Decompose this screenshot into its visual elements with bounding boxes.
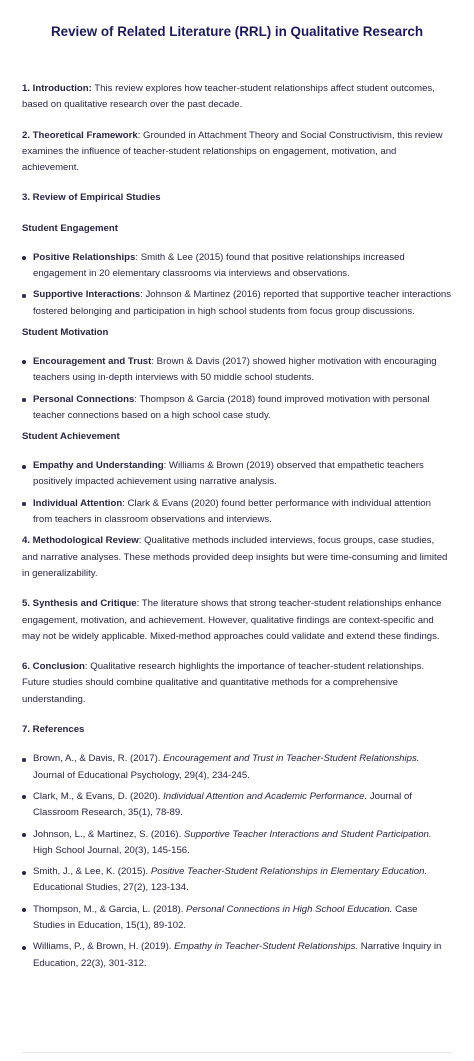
framework-label: 2. Theoretical Framework xyxy=(22,129,138,141)
footer-divider xyxy=(22,1052,452,1053)
introduction-label: 1. Introduction: xyxy=(22,83,92,94)
item-text: : Smith & Lee (2015) found that positive relationships increased engagement in 20 elementary classrooms via interviews and observations. xyxy=(33,251,405,280)
reference-authors: Thompson, M., & Garcia, L. (2018). xyxy=(33,903,187,915)
reference-item xyxy=(22,827,452,860)
reference-source: High School Journal, 20(3), 145-156. xyxy=(33,844,190,856)
conclusion-label: 6. Conclusion xyxy=(22,661,85,673)
references-list xyxy=(22,751,452,972)
engagement-list xyxy=(22,250,452,320)
reference-item xyxy=(22,751,452,784)
introduction-text: This review explores how teacher-student relationships affect student outcomes, based on qualitative research over the past decade. xyxy=(22,83,435,111)
item-text: : Brown & Davis (2017) showed higher motivation with encouraging teachers using in-depth interviews with 50 middle school students. xyxy=(33,355,437,384)
reference-source: Journal of Classroom Research, 35(1), 78-89. xyxy=(33,790,412,819)
list-item xyxy=(22,287,452,320)
motivation-heading: Student Motivation xyxy=(22,326,109,338)
synthesis-paragraph xyxy=(22,596,452,645)
conclusion-text: : Qualitative research highlights the importance of teacher-student relationships. Future studies should combine qualitative and quantitative methods for a comprehensive understanding. xyxy=(22,661,425,705)
methodological-paragraph xyxy=(22,533,452,582)
reference-source: Journal of Educational Psychology, 29(4), 234-245. xyxy=(33,769,250,781)
list-item xyxy=(22,354,452,387)
reference-authors: Johnson, L., & Martinez, S. (2016). xyxy=(33,828,184,840)
achievement-list xyxy=(22,458,452,528)
empirical-heading: 3. Review of Empirical Studies xyxy=(22,192,161,204)
item-label: Individual Attention xyxy=(33,497,123,509)
item-text: : Johnson & Martinez (2016) reported that supportive teacher interactions fostered belonging and participation in high school students from focus group discussions. xyxy=(33,289,452,317)
synthesis-text: : The literature shows that strong teacher-student relationships enhance engagement, motivation, and achievement. However, qualitative findings are context-specific and may not be widely applicable. Mixed-method approaches could validate and extend these findings. xyxy=(22,598,442,642)
reference-item xyxy=(22,939,452,972)
reference-item xyxy=(22,902,452,935)
engagement-heading: Student Engagement xyxy=(22,222,118,234)
reference-item xyxy=(22,789,452,822)
reference-source: Educational Studies, 27(2), 123-134. xyxy=(33,882,189,894)
introduction-paragraph xyxy=(22,81,452,114)
list-item xyxy=(22,392,452,425)
reference-item xyxy=(22,864,452,897)
conclusion-paragraph xyxy=(22,659,452,708)
achievement-heading: Student Achievement xyxy=(22,431,120,443)
reference-authors: Brown, A., & Davis, R. (2017). xyxy=(33,753,164,765)
reference-title: Individual Attention and Academic Performance. xyxy=(163,790,368,802)
reference-source: Case Studies in Education, 15(1), 89-102. xyxy=(33,903,418,931)
list-item xyxy=(22,250,452,283)
page-title: Review of Related Literature (RRL) in Qualitative Research xyxy=(50,24,424,39)
reference-authors: Williams, P., & Brown, H. (2019). xyxy=(33,941,175,953)
item-label: Empathy and Understanding xyxy=(33,460,164,472)
item-label: Encouragement and Trust xyxy=(33,355,152,367)
reference-title: Supportive Teacher Interactions and Student Participation. xyxy=(183,828,432,840)
item-label: Supportive Interactions xyxy=(33,289,141,301)
reference-authors: Clark, M., & Evans, D. (2020). xyxy=(33,790,164,802)
list-item xyxy=(22,496,452,529)
methodological-text: : Qualitative methods included interviews, focus groups, case studies, and narrative analyses. These methods provided deep insights but were time-consuming and limited in generalizability. xyxy=(22,535,448,579)
framework-text: : Grounded in Attachment Theory and Social Constructivism, this review examines the influence of teacher-student relationships on engagement, motivation, and achievement. xyxy=(22,129,443,174)
references-heading: 7. References xyxy=(22,724,85,736)
reference-authors: Smith, J., & Lee, K. (2015). xyxy=(33,866,151,878)
item-text: : Williams & Brown (2019) observed that empathetic teachers positively impacted achievement using narrative analysis. xyxy=(33,460,424,488)
item-label: Personal Connections xyxy=(33,393,135,405)
item-text: : Thompson & Garcia (2018) found improved motivation with personal teacher connections based on a high school case study. xyxy=(33,393,430,421)
reference-title: Encouragement and Trust in Teacher-Student Relationships. xyxy=(163,753,420,765)
reference-title: Positive Teacher-Student Relationships in Elementary Education. xyxy=(150,866,428,878)
motivation-list xyxy=(22,354,452,424)
reference-source: Narrative Inquiry in Education, 22(3), 301-312. xyxy=(33,941,442,969)
reference-title: Personal Connections in High School Education. xyxy=(186,903,393,915)
item-label: Positive Relationships xyxy=(33,251,136,263)
framework-paragraph xyxy=(22,128,452,177)
item-text: : Clark & Evans (2020) found better performance with individual attention from teachers in classroom observations and interviews. xyxy=(33,497,431,526)
synthesis-label: 5. Synthesis and Critique xyxy=(22,598,137,610)
methodological-label: 4. Methodological Review xyxy=(22,535,139,547)
list-item xyxy=(22,458,452,491)
reference-title: Empathy in Teacher-Student Relationships. xyxy=(174,941,359,953)
